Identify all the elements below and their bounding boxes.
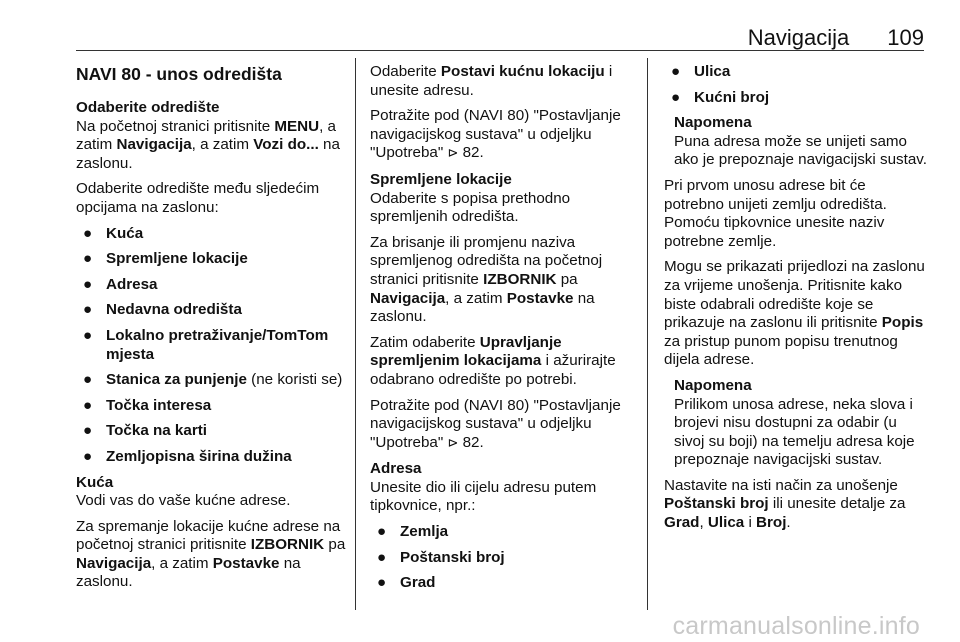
navigacija-term: Navigacija: [370, 289, 446, 307]
bullet-dot-icon: ●: [83, 326, 93, 344]
bullet-dot-icon: ●: [377, 523, 387, 541]
list-item-label: Poštanski broj: [400, 548, 505, 566]
text: Mogu se prikazati prijedlozi na zaslonu za vrijeme unošenja. Pritisnite kako biste odabrali odredište koje se prikazuje na zaslonu ili pritisnite: [664, 258, 925, 332]
list-item-label: Lokalno pretraživanje/TomTom mjesta: [106, 326, 329, 363]
list-item: [76, 422, 348, 441]
destination-options-list: [76, 225, 348, 467]
section-heading: NAVI 80 - unos odredišta: [76, 64, 282, 84]
header-rule: [76, 50, 924, 51]
subsection-title-spremljene: Spremljene lokacije: [370, 170, 512, 188]
bullet-dot-icon: ●: [83, 301, 93, 319]
navigacija-term: Navigacija: [116, 136, 192, 154]
paragraph: [664, 258, 928, 370]
bullet-dot-icon: ●: [83, 422, 93, 440]
subsection-title-kuca: Kuća: [76, 473, 114, 491]
column-divider-2: [647, 58, 648, 610]
postanski-broj-term: Poštanski broj: [664, 495, 769, 513]
list-item-label: Kuća: [106, 224, 144, 242]
izbornik-term: IZBORNIK: [250, 536, 325, 554]
subsection-title-adresa: Adresa: [370, 460, 422, 478]
paragraph: [370, 107, 642, 164]
bullet-dot-icon: ●: [671, 88, 681, 106]
note-body: Puna adresa može se unijeti samo ako je prepoznaje navigacijski sustav.: [674, 132, 927, 169]
list-item-label: Stanica za punjenje: [106, 371, 247, 389]
ulica-term: Ulica: [707, 514, 745, 532]
text: , a zatim: [76, 117, 336, 154]
column-divider-1: [355, 58, 356, 610]
chapter-title: Navigacija: [747, 25, 850, 51]
page-reference: 82.: [458, 144, 484, 162]
bullet-dot-icon: ●: [83, 250, 93, 268]
text: na zaslonu.: [76, 554, 301, 591]
list-item-label: Točka na karti: [106, 422, 208, 440]
paragraph: Unesite dio ili cijelu adresu putem tipkovnice, npr.:: [370, 478, 597, 515]
list-item-note: (ne koristi se): [246, 371, 343, 389]
list-item: [664, 89, 928, 108]
column-2: [370, 63, 642, 600]
text: za pristup punom popisu trenutnog dijela adrese.: [664, 332, 898, 369]
note-heading: Napomena: [674, 114, 752, 132]
postavke-term: Postavke: [506, 289, 574, 307]
paragraph: Odaberite odredište među sljedećim opcijama na zaslonu:: [76, 180, 320, 216]
upravljanje-term: Upravljanje spremljenim lokacijama: [370, 333, 562, 370]
bullet-dot-icon: ●: [83, 447, 93, 465]
list-item-label: Adresa: [106, 275, 158, 293]
text: pa: [556, 270, 578, 288]
column-1: [76, 63, 348, 599]
list-item: [370, 574, 642, 593]
address-fields-list: [370, 523, 642, 593]
bullet-dot-icon: ●: [83, 224, 93, 242]
paragraph: [370, 234, 642, 327]
list-item-label: Ulica: [694, 63, 731, 80]
paragraph: [76, 118, 348, 174]
list-item-label: Kućni broj: [694, 88, 770, 106]
paragraph: [664, 477, 928, 533]
note-heading: Napomena: [674, 376, 752, 394]
navigacija-term: Navigacija: [76, 554, 152, 572]
text: Za brisanje ili promjenu naziva spremljenog odredišta na početnoj stranici pritisnite: [370, 233, 603, 288]
reference-arrow-icon: ⊳: [447, 146, 459, 162]
list-item-label: Točka interesa: [106, 396, 212, 414]
paragraph: Odaberite s popisa prethodno spremljenih odredišta.: [370, 189, 571, 226]
list-item: [76, 397, 348, 416]
page-header: [747, 22, 924, 51]
list-item: [76, 371, 348, 390]
text: ili unesite detalje za: [768, 495, 906, 513]
text: i unesite adresu.: [370, 63, 613, 99]
text: Potražite pod (NAVI 80) "Postavljanje navigacijskog sustava" u odjeljku "Upotreba": [370, 396, 621, 451]
popis-term: Popis: [881, 314, 924, 332]
page-number: 109: [887, 25, 924, 51]
text: Za spremanje lokacije kućne adrese na početnoj stranici pritisnite: [76, 517, 341, 554]
list-item-label: Spremljene lokacije: [106, 250, 248, 268]
paragraph: [370, 63, 642, 100]
reference-arrow-icon: ⊳: [447, 435, 459, 451]
postavi-kucnu-lokaciju-term: Postavi kućnu lokaciju: [440, 63, 605, 80]
subsection-title-odredište: Odaberite odredište: [76, 99, 220, 116]
text: i: [744, 514, 757, 532]
list-item: [76, 276, 348, 295]
paragraph: [370, 397, 642, 454]
text: Potražite pod (NAVI 80) "Postavljanje navigacijskog sustava" u odjeljku "Upotreba": [370, 107, 621, 162]
address-fields-list-continued: [664, 63, 928, 107]
postavke-term: Postavke: [212, 554, 280, 572]
paragraph: Vodi vas do vaše kućne adrese.: [76, 492, 291, 510]
list-item-label: Zemljopisna širina dužina: [106, 447, 292, 465]
text: i ažurirajte odabrano odredište po potrebi.: [370, 352, 616, 388]
text: na zaslonu.: [76, 136, 340, 172]
page-reference: 82.: [458, 433, 484, 451]
vozi-do-term: Vozi do...: [253, 136, 319, 154]
text: Na početnoj stranici pritisnite: [76, 117, 275, 135]
text: , a zatim: [191, 136, 254, 154]
bullet-dot-icon: ●: [377, 548, 387, 566]
paragraph: [76, 518, 348, 592]
text: Zatim odaberite: [370, 333, 480, 351]
note-body: Prilikom unosa adrese, neka slova i brojevi nisu dostupni za odabir (u sivoj su boji) na temelju adresa koje prepoznaje navigacijski sustav.: [674, 395, 915, 469]
list-item: [76, 250, 348, 269]
list-item: [664, 63, 928, 82]
list-item: [76, 301, 348, 320]
text: ,: [699, 514, 708, 532]
izbornik-term: IZBORNIK: [483, 270, 557, 288]
text: Nastavite na isti način za unošenje: [664, 476, 898, 494]
paragraph: [370, 334, 642, 390]
note-box: [664, 377, 928, 470]
list-item-label: Zemlja: [400, 523, 449, 541]
bullet-dot-icon: ●: [671, 63, 681, 80]
column-3: [664, 63, 928, 540]
list-item-label: Grad: [400, 574, 436, 592]
text: , a zatim: [445, 289, 507, 307]
note-box: [664, 114, 928, 170]
watermark: carmanualsonline.info: [672, 612, 920, 641]
list-item: [76, 327, 348, 364]
text: na zaslonu.: [370, 289, 595, 326]
list-item: [370, 549, 642, 568]
bullet-dot-icon: ●: [377, 574, 387, 592]
text: Odaberite: [370, 63, 441, 80]
grad-term: Grad: [664, 514, 700, 532]
list-item: [370, 523, 642, 542]
list-item: [76, 448, 348, 467]
list-item-label: Nedavna odredišta: [106, 301, 242, 319]
menu-term: MENU: [274, 117, 320, 135]
broj-term: Broj: [756, 514, 787, 532]
text: , a zatim: [151, 554, 213, 572]
text: pa: [324, 536, 346, 554]
bullet-dot-icon: ●: [83, 371, 93, 389]
bullet-dot-icon: ●: [83, 275, 93, 293]
bullet-dot-icon: ●: [83, 396, 93, 414]
text: .: [786, 514, 791, 532]
paragraph: Pri prvom unosu adrese bit će potrebno unijeti zemlju odredišta. Pomoću tipkovnice unesite naziv potrebne zemlje.: [664, 176, 887, 250]
list-item: [76, 225, 348, 244]
